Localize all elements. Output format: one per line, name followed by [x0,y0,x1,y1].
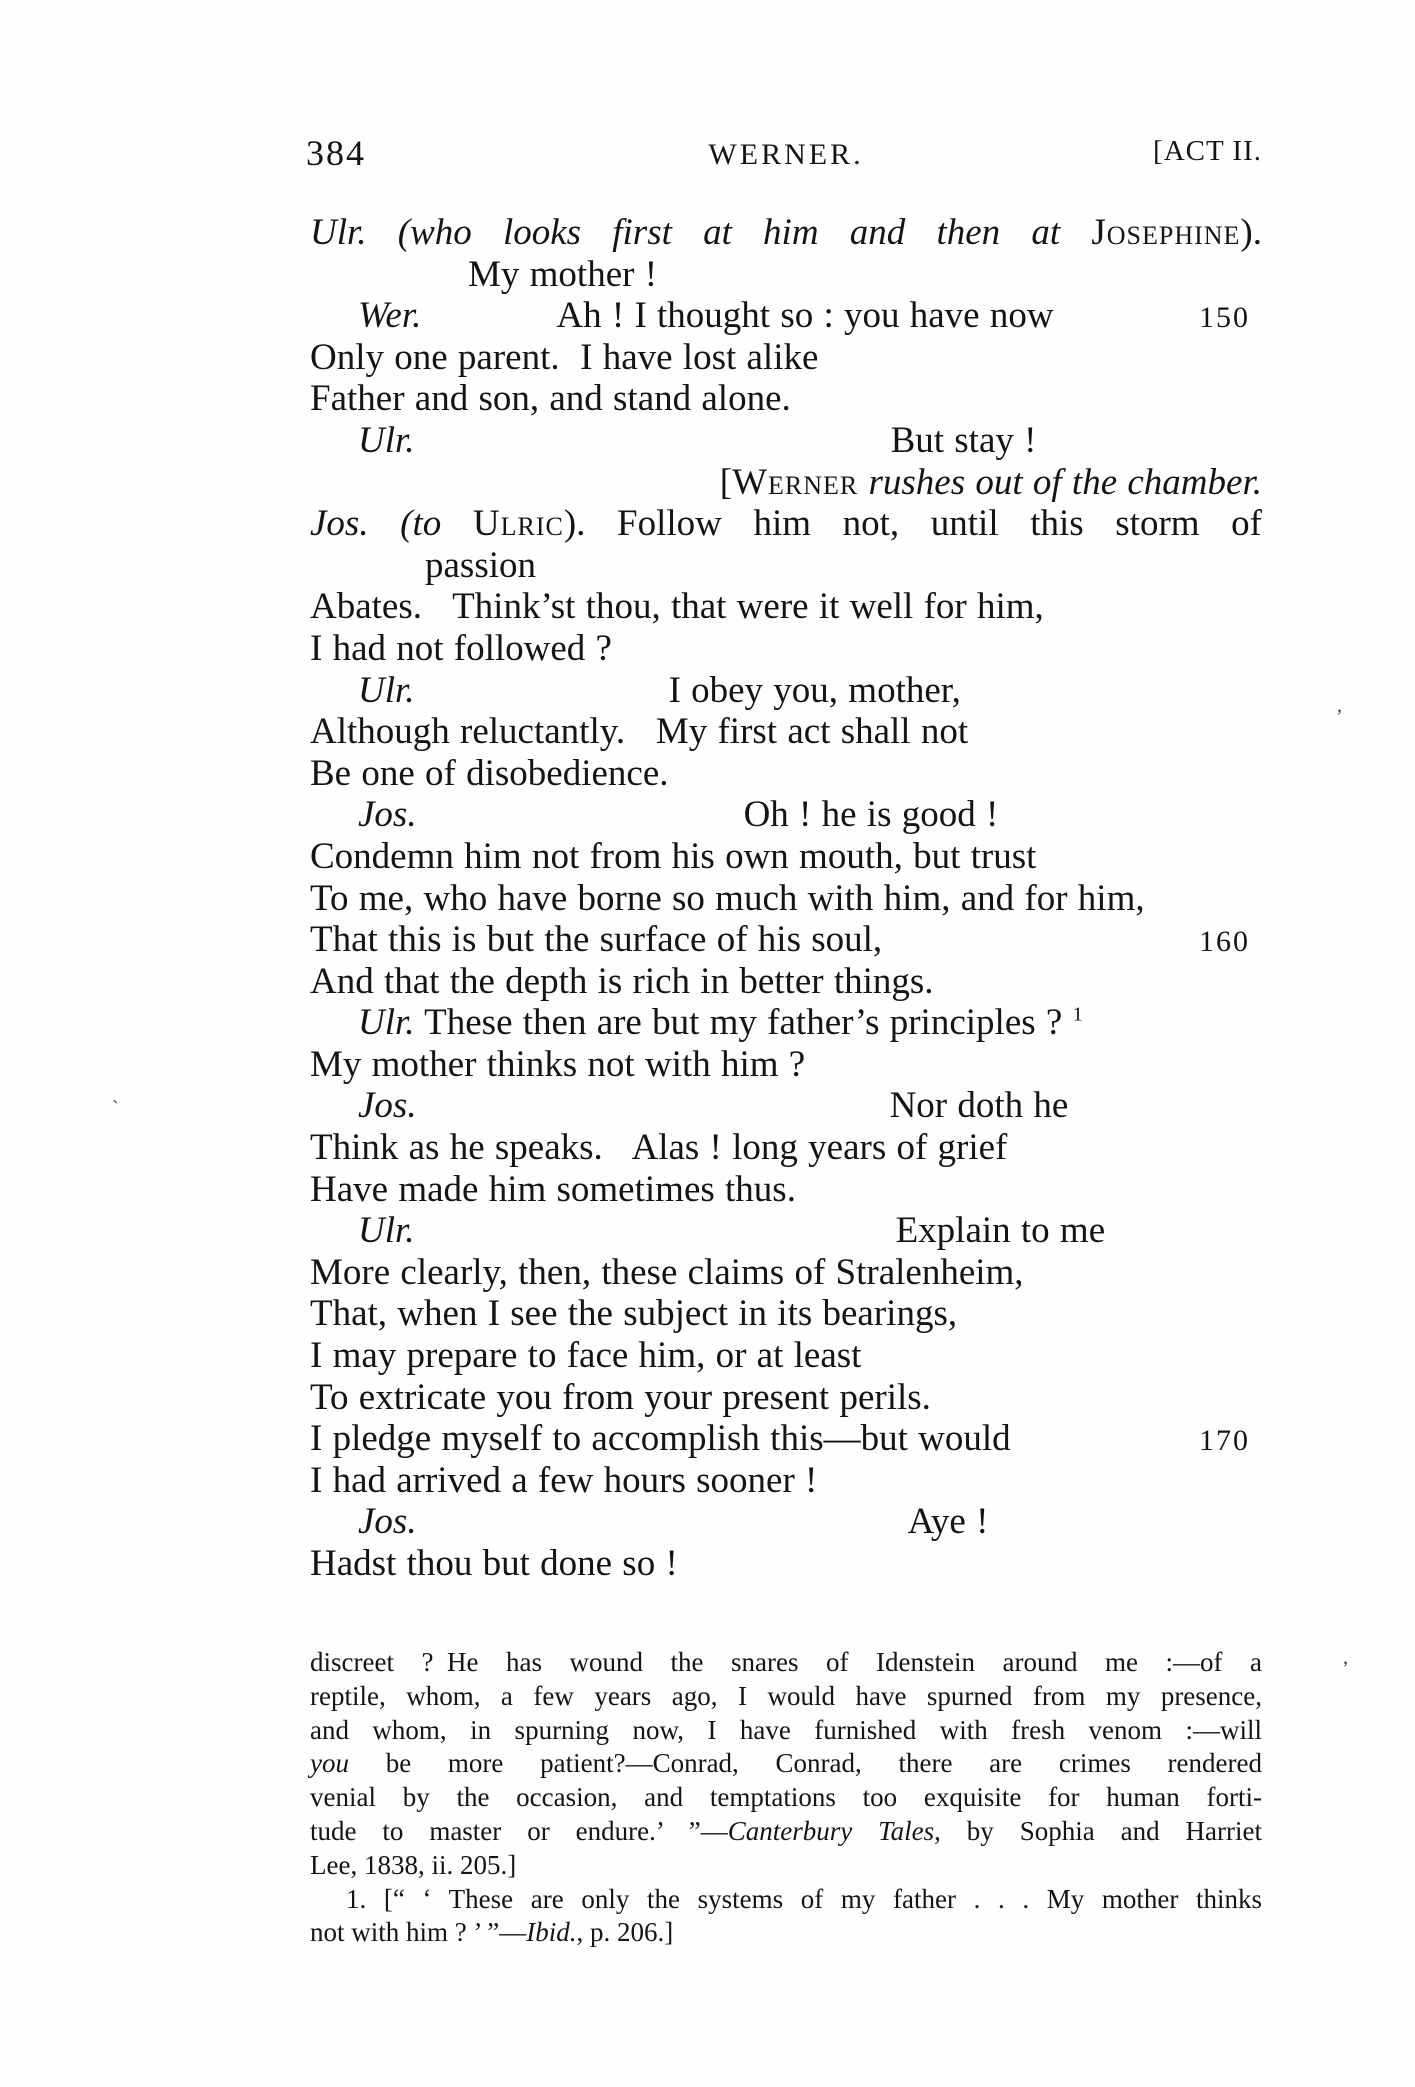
footnote-segment: , by Sophia and Harriet [934,1815,1262,1846]
play-segment: 1 [1072,1003,1083,1026]
play-segment: My mother ! [468,253,658,295]
play-line [310,212,1262,254]
footnote-segment: not with him ? ’ ”— [310,1917,527,1948]
play-segment: That this is but the surface of his soul, [310,919,883,961]
play-segment: To me, who have borne so much with him, and for him, [310,877,1145,919]
spacer [310,1241,358,1242]
act-heading: [ACT II. [1153,135,1262,167]
play-segment: Jos. [358,1501,417,1543]
play-line [310,628,1262,670]
play-segment: Ulr. [358,1002,415,1044]
footnote-segment: tude to master or endure.’ ”— [310,1815,728,1846]
play-segment: Oh ! he is good ! [743,794,999,836]
play-segment: [ [719,461,733,503]
play-line [310,1460,1262,1502]
play-line [310,1127,1262,1169]
footnote-segment: you [310,1748,349,1779]
play-segment: That, when I see the subject in its bearings, [310,1293,958,1335]
spacer [310,701,358,702]
play-segment: More clearly, then, these claims of Stralenheim, [310,1251,1024,1293]
play-segment: Be one of disobedience. [310,752,669,794]
play-segment: But stay ! [890,419,1037,461]
scan-speck-1: ʼ [1336,706,1343,728]
play-segment: Explain to me [895,1210,1106,1252]
play-segment: My mother thinks not with him ? [310,1043,806,1085]
play-line [310,919,1262,961]
play-segment: rushes out of the chamber. [858,461,1262,503]
play-line [310,1293,1262,1335]
spacer [417,825,744,826]
footnote-segment: be more patient?—Conrad, Conrad, there are crimes rendered [348,1748,1262,1779]
play-segment: Hadst thou but done so ! [310,1543,678,1584]
play-line [310,420,1262,462]
play-segment: Jos. (to [310,503,473,545]
footnote-line [310,1916,1262,1950]
play-line [310,961,1262,1003]
verse-line-number: 170 [1199,1424,1250,1458]
play-line [310,711,1262,753]
play-line [310,836,1262,878]
spacer [421,326,556,327]
play-line [310,1085,1262,1127]
play-segment: Abates. Think’st thou, that were it well for him, [310,586,1044,628]
spacer [415,1241,896,1242]
footnote-line [310,1849,1262,1883]
play-text-block [310,212,1262,1585]
play-segment: Ulr. [358,419,415,461]
play-segment: Father and son, and stand alone. [310,378,791,420]
play-segment: Aye ! [907,1501,989,1543]
play-segment: ). Follow him not, until this storm of [563,503,1262,545]
play-segment: Jos. [358,1085,417,1127]
play-segment: Ah ! I thought so : you have now [556,295,1054,337]
play-line [310,1501,1262,1543]
footnote-segment: 1. [“ ‘ These are only the systems of my father . . . My mother thinks [346,1883,1262,1914]
play-segment: Josephine [1091,212,1241,253]
footnote-segment: Ibid. [526,1917,577,1948]
play-line [310,1252,1262,1294]
play-line [310,545,1262,587]
play-segment: passion [425,544,536,586]
running-title: WERNER. [708,138,864,171]
play-segment: Ulr. [358,669,415,711]
spacer [310,825,358,826]
play-line [310,503,1262,545]
spacer [310,451,358,452]
play-line [310,753,1262,795]
play-line [310,254,1262,296]
spacer [415,451,891,452]
play-line [310,378,1262,420]
play-line [310,1418,1262,1460]
footnote-line [310,1680,1262,1714]
spacer [310,1033,358,1034]
spacer [415,701,669,702]
footnote-segment: venial by the occasion, and temptations too exquisite for human forti- [310,1782,1262,1813]
spacer [310,1116,358,1117]
play-line [310,1210,1262,1252]
footnote-line [310,1714,1262,1748]
play-segment: I may prepare to face him, or at least [310,1335,862,1377]
footnote-segment: discreet ? He has wound the snares of Idenstein around me :—of a [310,1647,1262,1677]
play-segment: Werner [732,461,859,503]
spacer [417,1116,890,1117]
footnote-segment: reptile, whom, a few years ago, I would have spurned from my presence, [310,1680,1262,1711]
play-segment: Ulric [472,503,564,545]
play-segment: Ulr. (who looks first at him and then at [310,212,1092,253]
play-segment: I pledge myself to accomplish this—but would [310,1418,1011,1460]
verse-line-number: 160 [1199,925,1250,959]
scan-speck-3: ʼ [1342,1658,1349,1680]
play-segment: I had arrived a few hours sooner ! [310,1459,818,1501]
play-segment: Condemn him not from his own mouth, but trust [310,835,1037,877]
play-segment: Jos. [358,794,417,836]
play-segment: These then are but my father’s principles ? [414,1002,1073,1044]
play-segment: Wer. [358,295,422,337]
footnote-segment: Lee, 1838, ii. 205.] [310,1849,517,1880]
spacer [310,1532,358,1533]
play-line [310,1169,1262,1211]
play-segment: I had not followed ? [310,627,612,669]
play-segment: Have made him sometimes thus. [310,1168,796,1210]
footnote-segment: Canterbury Tales [727,1815,935,1846]
footnote-line [310,1883,1262,1917]
play-line [310,878,1262,920]
spacer [310,1907,346,1908]
play-segment: And that the depth is rich in better things. [310,960,934,1002]
footnote-line [310,1646,1262,1680]
play-line [310,794,1262,836]
play-segment: Think as he speaks. Alas ! long years of grief [310,1127,1008,1169]
play-segment: ). [1240,212,1262,253]
footnote-segment: , p. 206.] [576,1917,674,1948]
play-line [310,670,1262,712]
play-line [310,586,1262,628]
play-line [310,1335,1262,1377]
spacer [310,326,358,327]
spacer [310,285,468,286]
play-segment: Nor doth he [889,1085,1069,1127]
play-segment: Only one parent. I have lost alike [310,336,819,378]
play-line [310,1543,1262,1585]
footnote-segment: and whom, in spurning now, I have furnished with fresh venom :—will [310,1714,1262,1745]
play-segment: I obey you, mother, [668,669,961,711]
spacer [417,1532,908,1533]
play-segment: Although reluctantly. My first act shall not [310,711,969,753]
play-line [310,337,1262,379]
play-segment: To extricate you from your present perils. [310,1376,931,1418]
play-line [310,1377,1262,1419]
play-segment: Ulr. [358,1210,415,1252]
play-line [310,295,1262,337]
page-number: 384 [306,133,366,173]
footnote-block [310,1646,1262,1950]
play-line [310,1044,1262,1086]
verse-line-number: 150 [1199,301,1250,335]
footnote-line [310,1781,1262,1815]
scan-speck-2: ˎ [112,1082,119,1104]
footnote-line [310,1815,1262,1849]
play-line [310,462,1262,504]
footnote-line [310,1747,1262,1781]
spacer [310,576,425,577]
play-line [310,1002,1262,1044]
